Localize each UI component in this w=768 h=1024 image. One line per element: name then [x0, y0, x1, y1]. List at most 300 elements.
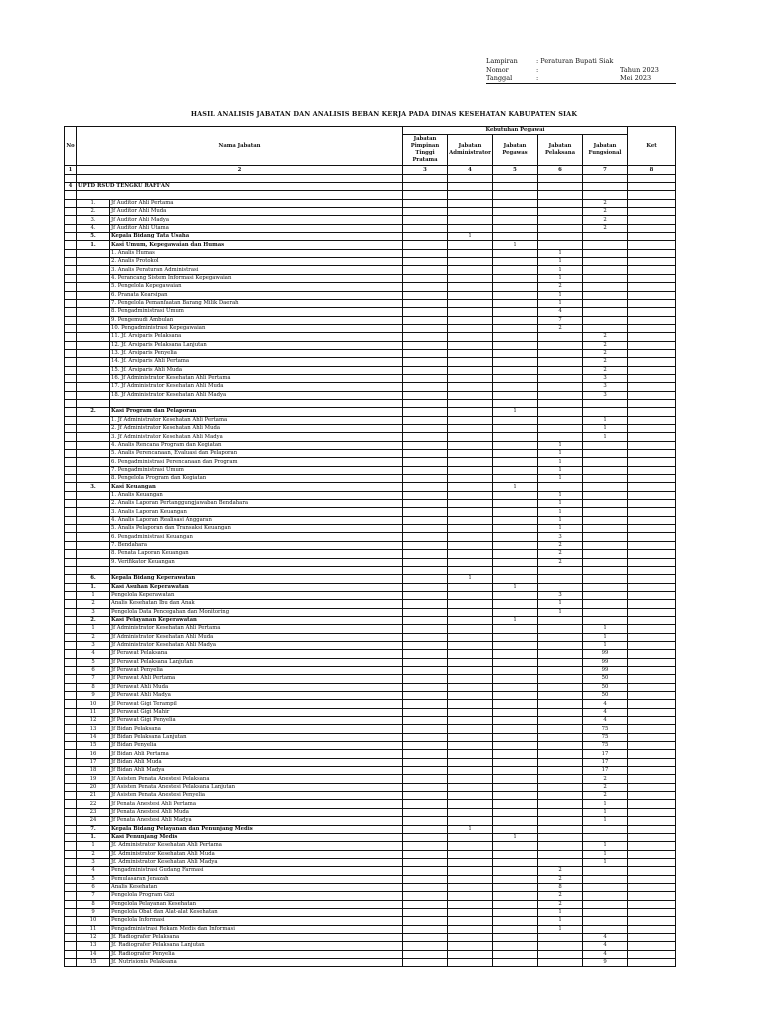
row-pelaksana [538, 625, 583, 633]
row-fungsional: 75 [583, 725, 628, 733]
row-nama-jabatan: 6. Pengadministrasi Perencanaan dan Program [110, 458, 403, 466]
row-administrator [448, 216, 493, 224]
row-fungsional [583, 608, 628, 616]
table-row [65, 925, 676, 933]
row-nama-jabatan: Pengelola Informasi [110, 917, 403, 925]
row-pengawas [493, 333, 538, 341]
row-index: 6 [77, 883, 110, 891]
row-nama-jabatan: Jf Perawat Gigi Terampil [110, 700, 403, 708]
row-administrator [448, 675, 493, 683]
row-administrator [448, 583, 493, 591]
row-nama-jabatan: Jf Bidan Ahli Muda [110, 758, 403, 766]
row-pengawas [493, 550, 538, 558]
row-administrator [448, 717, 493, 725]
row-jpt [403, 224, 448, 232]
row-ket [628, 683, 676, 691]
row-index: 18 [77, 767, 110, 775]
row-ket [628, 516, 676, 524]
row-pelaksana: 2 [538, 541, 583, 549]
row-fungsional: 50 [583, 692, 628, 700]
row-nama-jabatan: Jf Administrator Kesehatan Ahli Madya [110, 641, 403, 649]
row-index: 11 [77, 925, 110, 933]
row-jpt [403, 616, 448, 624]
row-index: 2 [77, 633, 110, 641]
header-no: No [65, 127, 77, 166]
row-pengawas [493, 858, 538, 866]
row-pelaksana [538, 575, 583, 583]
row-index: 1 [77, 842, 110, 850]
row-ket [628, 625, 676, 633]
row-index: 12 [77, 933, 110, 941]
row-jpt [403, 650, 448, 658]
row-pengawas [493, 291, 538, 299]
row-pengawas [493, 925, 538, 933]
row-pelaksana [538, 758, 583, 766]
row-jpt [403, 892, 448, 900]
row-ket [628, 299, 676, 307]
table-row [65, 425, 676, 433]
row-administrator [448, 758, 493, 766]
table-row [65, 358, 676, 366]
row-nama-jabatan: Jf Penata Anestesi Ahli Pertama [110, 800, 403, 808]
row-fungsional [583, 299, 628, 307]
row-no [65, 783, 77, 791]
section-name: UPTD RSUD TENGKU RAFI'AN [77, 183, 403, 191]
row-pengawas: 1 [493, 483, 538, 491]
row-jpt [403, 858, 448, 866]
row-nama-jabatan: 3. Jf Administrator Kesehatan Ahli Madya [110, 433, 403, 441]
row-pengawas [493, 274, 538, 282]
row-no [65, 792, 77, 800]
table-row [65, 233, 676, 241]
row-pelaksana: 1 [538, 266, 583, 274]
row-jpt [403, 491, 448, 499]
row-pengawas: 1 [493, 616, 538, 624]
row-ket [628, 925, 676, 933]
row-administrator [448, 433, 493, 441]
row-jpt [403, 366, 448, 374]
row-jpt [403, 625, 448, 633]
row-fungsional: 1 [583, 817, 628, 825]
bulan-value: Mei 2023 [620, 74, 652, 82]
row-nama-jabatan: 14. Jf. Arsiparis Ahli Pertama [110, 358, 403, 366]
row-ket [628, 500, 676, 508]
row-fungsional [583, 541, 628, 549]
row-ket [628, 833, 676, 841]
row-pelaksana [538, 750, 583, 758]
table-row [65, 199, 676, 207]
row-pelaksana [538, 959, 583, 967]
row-pelaksana [538, 858, 583, 866]
row-jpt [403, 758, 448, 766]
lampiran-value: : Peraturan Bupati Siak [536, 57, 614, 65]
table-row [65, 942, 676, 950]
row-no [65, 383, 77, 391]
row-nama-jabatan: Jf Bidan Penyelia [110, 742, 403, 750]
row-fungsional: 99 [583, 666, 628, 674]
row-pelaksana: 1 [538, 525, 583, 533]
spacer-row [65, 191, 676, 199]
row-jpt [403, 792, 448, 800]
row-index [77, 475, 110, 483]
row-nama-jabatan: 10. Pengadministrasi Kepegawaian [110, 324, 403, 332]
row-nama-jabatan: Kepala Bidang Keperawatan [110, 575, 403, 583]
row-fungsional: 2 [583, 208, 628, 216]
row-fungsional: 1 [583, 800, 628, 808]
row-pelaksana [538, 349, 583, 357]
row-jpt [403, 767, 448, 775]
row-ket [628, 383, 676, 391]
row-jpt [403, 566, 448, 574]
row-ket [628, 616, 676, 624]
table-row [65, 441, 676, 449]
row-pengawas [493, 767, 538, 775]
table-row [65, 600, 676, 608]
row-administrator [448, 892, 493, 900]
row-ket [628, 408, 676, 416]
row-fungsional [583, 925, 628, 933]
table-row [65, 917, 676, 925]
row-jpt [403, 591, 448, 599]
table-row [65, 758, 676, 766]
row-jpt [403, 358, 448, 366]
row-administrator [448, 491, 493, 499]
row-administrator [448, 533, 493, 541]
table-row [65, 475, 676, 483]
table-row [65, 324, 676, 332]
row-pengawas: 1 [493, 408, 538, 416]
row-fungsional [583, 491, 628, 499]
table-row [65, 959, 676, 967]
row-pengawas [493, 349, 538, 357]
row-fungsional: 2 [583, 783, 628, 791]
row-fungsional: 1 [583, 858, 628, 866]
row-pengawas [493, 850, 538, 858]
row-administrator [448, 316, 493, 324]
row-pengawas [493, 416, 538, 424]
row-pelaksana: 1 [538, 249, 583, 257]
row-pengawas: 1 [493, 241, 538, 249]
row-nama-jabatan: Pengadministrasi Gudang Farmasi [110, 867, 403, 875]
row-ket [628, 374, 676, 382]
row-jpt [403, 500, 448, 508]
row-pengawas [493, 800, 538, 808]
row-jpt [403, 608, 448, 616]
row-ket [628, 892, 676, 900]
row-jpt [403, 883, 448, 891]
table-row [65, 316, 676, 324]
row-jpt [403, 433, 448, 441]
row-pengawas [493, 508, 538, 516]
row-jpt [403, 700, 448, 708]
row-pelaksana [538, 583, 583, 591]
row-pengawas [493, 733, 538, 741]
row-administrator [448, 600, 493, 608]
row-administrator [448, 733, 493, 741]
section-row [65, 183, 676, 191]
row-nama-jabatan: Kasi Asuhan Keperawatan [110, 583, 403, 591]
row-pelaksana [538, 433, 583, 441]
row-index [77, 508, 110, 516]
row-pengawas [493, 500, 538, 508]
row-pengawas [493, 316, 538, 324]
row-index: 5 [77, 658, 110, 666]
row-jpt [403, 600, 448, 608]
row-administrator [448, 333, 493, 341]
row-ket [628, 842, 676, 850]
row-jpt [403, 458, 448, 466]
row-fungsional [583, 266, 628, 274]
row-administrator [448, 408, 493, 416]
row-ket [628, 366, 676, 374]
row-fungsional: 4 [583, 708, 628, 716]
row-ket [628, 458, 676, 466]
row-administrator [448, 324, 493, 332]
row-no [65, 616, 77, 624]
table-row [65, 249, 676, 257]
row-administrator [448, 274, 493, 282]
row-administrator [448, 550, 493, 558]
row-nama-jabatan: Jf Bidan Pelaksana Lanjutan [110, 733, 403, 741]
table-row [65, 875, 676, 883]
row-pelaksana: 1 [538, 500, 583, 508]
row-nama-jabatan: 5. Analis Perencanaan, Evaluasi dan Pelaporan [110, 450, 403, 458]
row-administrator: 1 [448, 575, 493, 583]
row-fungsional: 75 [583, 742, 628, 750]
row-pengawas [493, 867, 538, 875]
row-nama-jabatan: 1. Analis Keuangan [110, 491, 403, 499]
row-pengawas [493, 491, 538, 499]
table-row [65, 775, 676, 783]
row-fungsional [583, 591, 628, 599]
row-administrator [448, 625, 493, 633]
row-nama-jabatan: Pengelola Data Pencegahan dan Monitoring [110, 608, 403, 616]
row-administrator [448, 224, 493, 232]
row-jpt [403, 216, 448, 224]
row-pelaksana [538, 199, 583, 207]
row-pengawas [493, 650, 538, 658]
row-no [65, 583, 77, 591]
row-jpt [403, 516, 448, 524]
row-ket [628, 633, 676, 641]
row-jpt [403, 308, 448, 316]
row-index [77, 333, 110, 341]
row-pengawas [493, 725, 538, 733]
row-ket [628, 475, 676, 483]
row-fungsional [583, 258, 628, 266]
table-row [65, 708, 676, 716]
header-fungsional: Jabatan Fungsional [583, 135, 628, 166]
row-jpt [403, 450, 448, 458]
row-jpt [403, 266, 448, 274]
row-pengawas [493, 516, 538, 524]
row-administrator [448, 591, 493, 599]
row-fungsional [583, 867, 628, 875]
row-no [65, 308, 77, 316]
row-nama-jabatan: Pemulasaran Jenazah [110, 875, 403, 883]
row-nama-jabatan: Pengelola Obat dan Alat-alat Kesehatan [110, 908, 403, 916]
row-pelaksana: 2 [538, 900, 583, 908]
row-administrator [448, 800, 493, 808]
row-index: 7 [77, 892, 110, 900]
row-ket [628, 558, 676, 566]
table-row [65, 900, 676, 908]
row-jpt [403, 466, 448, 474]
row-nama-jabatan: Jf Perawat Penyelia [110, 666, 403, 674]
row-no [65, 867, 77, 875]
row-nama-jabatan: Jf Asisten Penata Anestesi Pelaksana Lanjutan [110, 783, 403, 791]
row-nama-jabatan: Analis Kesehatan Ibu dan Anak [110, 600, 403, 608]
row-no [65, 917, 77, 925]
row-pengawas [493, 666, 538, 674]
row-administrator [448, 266, 493, 274]
row-ket [628, 508, 676, 516]
row-index [77, 516, 110, 524]
row-index [77, 533, 110, 541]
row-index: 1. [77, 583, 110, 591]
row-jpt [403, 658, 448, 666]
row-administrator [448, 850, 493, 858]
row-administrator [448, 483, 493, 491]
row-no [65, 258, 77, 266]
row-pelaksana: 2 [538, 283, 583, 291]
row-fungsional [583, 450, 628, 458]
table-row [65, 692, 676, 700]
row-jpt [403, 959, 448, 967]
row-no [65, 658, 77, 666]
row-pelaksana [538, 725, 583, 733]
row-jpt [403, 683, 448, 691]
row-no [65, 800, 77, 808]
row-jpt [403, 349, 448, 357]
row-nama-jabatan: Analis Kesehatan [110, 883, 403, 891]
row-nama-jabatan: 4. Analis Laporan Realisasi Anggaran [110, 516, 403, 524]
row-no [65, 516, 77, 524]
row-fungsional [583, 833, 628, 841]
row-index: 3. [77, 483, 110, 491]
row-administrator [448, 925, 493, 933]
row-administrator [448, 516, 493, 524]
row-index: 13 [77, 942, 110, 950]
row-pelaksana [538, 683, 583, 691]
row-nama-jabatan: 18. Jf Administrator Kesehatan Ahli Madya [110, 391, 403, 399]
row-administrator [448, 867, 493, 875]
row-index [77, 291, 110, 299]
row-administrator [448, 658, 493, 666]
row-ket [628, 933, 676, 941]
header-nama-jabatan: Nama Jabatan [77, 127, 403, 166]
row-pelaksana: 1 [538, 458, 583, 466]
row-fungsional [583, 408, 628, 416]
table-row [65, 558, 676, 566]
row-fungsional: 3 [583, 391, 628, 399]
row-no [65, 942, 77, 950]
document-title: HASIL ANALISIS JABATAN DAN ANALISIS BEBAN KERJA PADA DINAS KESEHATAN KABUPATEN SIAK [190, 110, 578, 118]
row-ket [628, 750, 676, 758]
row-no [65, 725, 77, 733]
row-jpt [403, 374, 448, 382]
row-administrator [448, 742, 493, 750]
row-ket [628, 291, 676, 299]
row-ket [628, 274, 676, 282]
table-row [65, 817, 676, 825]
row-fungsional [583, 475, 628, 483]
row-index [77, 541, 110, 549]
row-no [65, 733, 77, 741]
table-row [65, 299, 676, 307]
row-index: 15 [77, 959, 110, 967]
table-row [65, 800, 676, 808]
row-jpt [403, 800, 448, 808]
row-pelaksana [538, 950, 583, 958]
row-administrator [448, 700, 493, 708]
row-pengawas [493, 466, 538, 474]
row-no [65, 333, 77, 341]
row-pelaksana: 2 [538, 875, 583, 883]
row-no [65, 842, 77, 850]
row-index: 2 [77, 600, 110, 608]
row-jpt [403, 333, 448, 341]
row-index: 24 [77, 817, 110, 825]
row-administrator [448, 833, 493, 841]
row-pengawas [493, 742, 538, 750]
row-no [65, 241, 77, 249]
row-index: 23 [77, 808, 110, 816]
row-ket [628, 241, 676, 249]
row-ket [628, 575, 676, 583]
lampiran-label: Lampiran [486, 57, 518, 65]
row-ket [628, 224, 676, 232]
row-no [65, 808, 77, 816]
row-pengawas [493, 875, 538, 883]
row-ket [628, 733, 676, 741]
row-administrator [448, 199, 493, 207]
row-fungsional: 4 [583, 700, 628, 708]
row-nama-jabatan: Jf Penata Anestesi Ahli Madya [110, 817, 403, 825]
row-ket [628, 283, 676, 291]
row-nama-jabatan: 15. Jf. Arsiparis Ahli Muda [110, 366, 403, 374]
row-fungsional [583, 483, 628, 491]
row-index: 4. [77, 224, 110, 232]
row-pelaksana [538, 800, 583, 808]
table-row [65, 349, 676, 357]
header-num: 7 [583, 166, 628, 174]
table-row [65, 792, 676, 800]
row-administrator [448, 425, 493, 433]
row-nama-jabatan: 6. Pengadministrasi Keuangan [110, 533, 403, 541]
row-fungsional: 1 [583, 425, 628, 433]
row-index [77, 558, 110, 566]
row-jpt [403, 408, 448, 416]
row-index: 1. [77, 833, 110, 841]
row-fungsional: 2 [583, 358, 628, 366]
row-jpt [403, 950, 448, 958]
row-no [65, 858, 77, 866]
row-no [65, 566, 77, 574]
row-fungsional: 2 [583, 792, 628, 800]
row-ket [628, 525, 676, 533]
row-nama-jabatan: Jf. Radiografer Pelaksana [110, 933, 403, 941]
table-row [65, 491, 676, 499]
row-fungsional [583, 616, 628, 624]
row-administrator [448, 291, 493, 299]
row-fungsional [583, 550, 628, 558]
row-ket [628, 883, 676, 891]
header-num: 8 [628, 166, 676, 174]
row-pelaksana: 2 [538, 867, 583, 875]
table-row [65, 283, 676, 291]
row-fungsional: 50 [583, 675, 628, 683]
